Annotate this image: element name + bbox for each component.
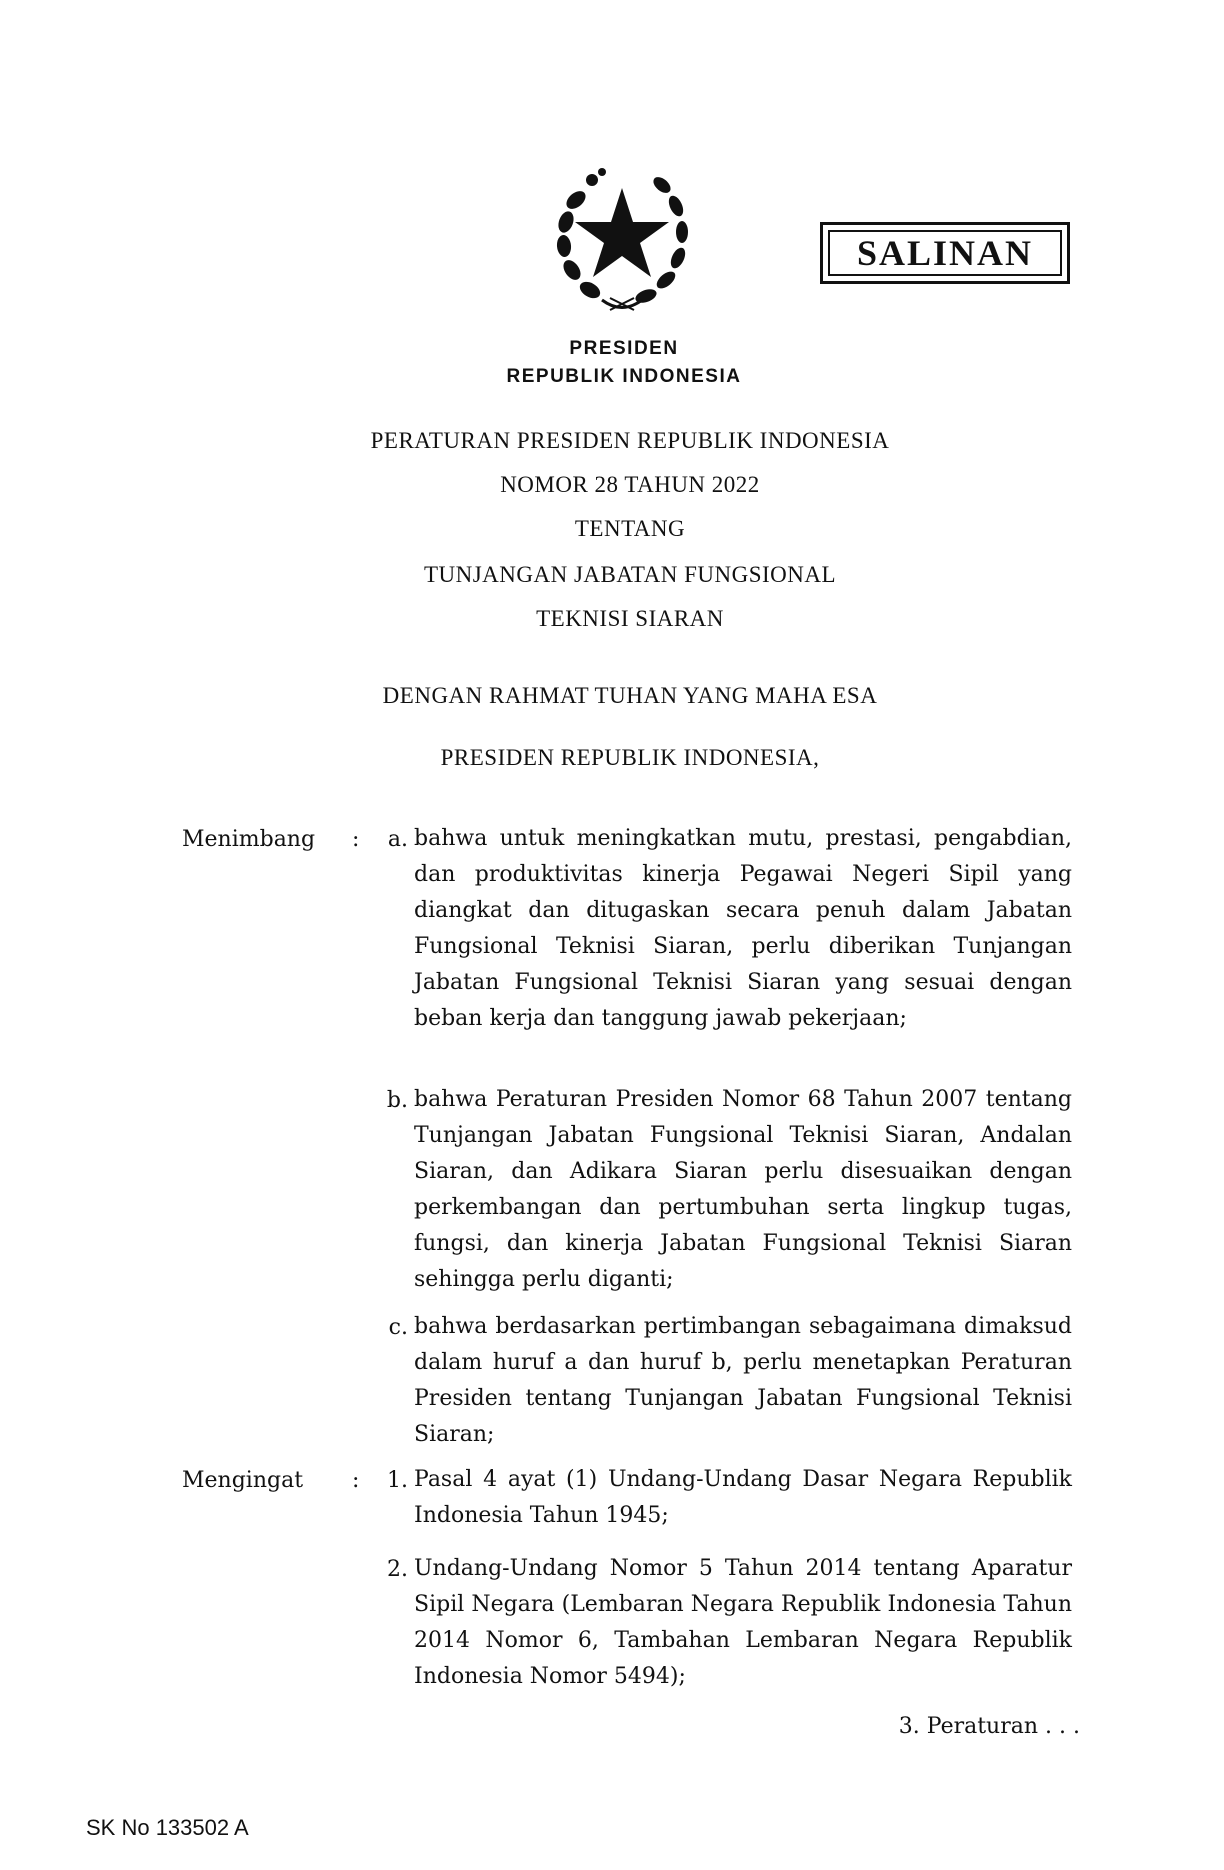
menimbang-item-b: bahwa Peraturan Presiden Nomor 68 Tahun 2007 tentang Tunjangan Jabatan Fungsional Teknisi Siaran, Andalan Siaran, dan Adikara Siaran perlu disesuaikan dengan perkembangan dan pertumbuhan serta lingkup tugas, fungsi, dan kinerja Jabatan Fungsional Teknisi Siaran sehingga perlu diganti; bbox=[414, 1087, 1072, 1292]
preamble-line-1: DENGAN RAHMAT TUHAN YANG MAHA ESA bbox=[382, 683, 878, 708]
regulation-number: NOMOR 28 TAHUN 2022 bbox=[500, 472, 760, 497]
page-continuation: 3. Peraturan . . . bbox=[898, 1714, 1080, 1739]
menimbang-colon: : bbox=[352, 827, 360, 852]
salinan-stamp bbox=[820, 222, 1070, 284]
mengingat-label: Mengingat bbox=[182, 1468, 304, 1493]
regulation-about: TENTANG bbox=[574, 516, 686, 541]
salinan-stamp-text: SALINAN bbox=[828, 230, 1062, 276]
preamble-line-2: PRESIDEN REPUBLIK INDONESIA, bbox=[440, 745, 820, 770]
regulation-subject-2: TEKNISI SIARAN bbox=[536, 606, 724, 631]
regulation-title: PERATURAN PRESIDEN REPUBLIK INDONESIA bbox=[370, 428, 890, 453]
institution-line-2: REPUBLIK INDONESIA bbox=[506, 366, 742, 387]
menimbang-item-a: bahwa untuk meningkatkan mutu, prestasi, pengabdian, dan produktivitas kinerja Pegawai Negeri Sipil yang diangkat dan ditugaskan secara penuh dalam Jabatan Fungsional Teknisi Siaran, perlu diberikan Tunjangan Jabatan Fungsional Teknisi Siaran yang sesuai dengan beban kerja dan tanggung jawab pekerjaan; bbox=[414, 826, 1072, 1031]
institution-line-1: PRESIDEN bbox=[569, 338, 679, 359]
menimbang-label: Menimbang bbox=[182, 827, 316, 852]
presidential-seal-star-icon bbox=[532, 150, 712, 325]
mengingat-marker-1: 1. bbox=[387, 1468, 408, 1493]
menimbang-marker-c: c. bbox=[388, 1315, 408, 1340]
mengingat-marker-2: 2. bbox=[387, 1557, 408, 1582]
document-code: SK No 133502 A bbox=[86, 1815, 249, 1840]
menimbang-marker-a: a. bbox=[387, 827, 408, 852]
mengingat-item-2: Undang-Undang Nomor 5 Tahun 2014 tentang Aparatur Sipil Negara (Lembaran Negara Republik Indonesia Tahun 2014 Nomor 6, Tambahan Lembaran Negara Republik Indonesia Nomor 5494); bbox=[414, 1556, 1072, 1689]
menimbang-marker-b: b. bbox=[386, 1088, 408, 1113]
regulation-subject-1: TUNJANGAN JABATAN FUNGSIONAL bbox=[423, 562, 837, 587]
mengingat-item-1: Pasal 4 ayat (1) Undang-Undang Dasar Negara Republik Indonesia Tahun 1945; bbox=[414, 1467, 1072, 1528]
mengingat-colon: : bbox=[352, 1468, 360, 1493]
menimbang-item-c: bahwa berdasarkan pertimbangan sebagaimana dimaksud dalam huruf a dan huruf b, perlu menetapkan Peraturan Presiden tentang Tunjangan Jabatan Fungsional Teknisi Siaran; bbox=[414, 1314, 1072, 1447]
